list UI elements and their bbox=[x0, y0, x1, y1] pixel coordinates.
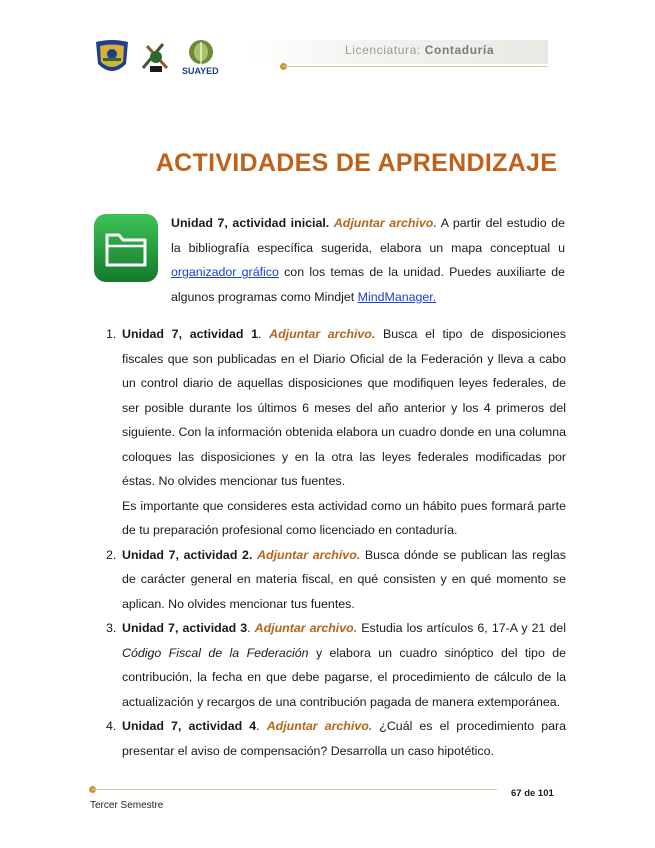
page-title: ACTIVIDADES DE APRENDIZAJE bbox=[155, 149, 558, 177]
activity-text-b: y elabora un cuadro sinóptico del tipo de contribución, la fecha en que debe pagarse, el procedimiento de cálculo de la actualización y recargos de una contribución pagada de manera extemporánea. bbox=[122, 645, 566, 709]
suayed-wordmark: SUAYED bbox=[182, 66, 219, 76]
activity-number: 3. bbox=[106, 621, 117, 635]
lic-label-text: Licenciatura: bbox=[345, 43, 421, 57]
folder-icon bbox=[93, 213, 159, 283]
activity-unit: Unidad 7, actividad 2. bbox=[122, 547, 253, 562]
logo-group bbox=[93, 38, 221, 80]
header-rule bbox=[283, 66, 548, 67]
page-number: 67 de 101 bbox=[511, 788, 554, 799]
mindmanager-link[interactable]: MindManager. bbox=[357, 289, 437, 304]
licenciatura-label bbox=[345, 43, 494, 57]
intro-text-1: A partir del estudio de la bibliografía específica sugerida, elabora un mapa conceptual u bbox=[171, 216, 565, 255]
activity-adjuntar: Adjuntar archivo. bbox=[257, 547, 361, 562]
suayed-logo bbox=[181, 38, 221, 80]
activity-text: ¿Cuál es el procedimiento para presentar el aviso de compensación? Desarrolla un caso hipotético. bbox=[122, 719, 566, 758]
activity-item-2 bbox=[106, 543, 566, 617]
intro-adjuntar: Adjuntar archivo. bbox=[333, 216, 437, 230]
activity-number: 4. bbox=[106, 719, 117, 733]
suayed-emblem bbox=[181, 38, 221, 68]
semester-label: Tercer Semestre bbox=[90, 800, 164, 811]
page-header bbox=[0, 0, 655, 90]
intro-paragraph bbox=[171, 211, 565, 309]
activity-item-3 bbox=[106, 616, 566, 714]
activities-list bbox=[106, 322, 566, 763]
fca-logo bbox=[139, 38, 173, 78]
activity-unit: Unidad 7, actividad 3 bbox=[122, 621, 248, 635]
activity-item-1 bbox=[106, 322, 566, 494]
activity-text: Busca el tipo de disposiciones fiscales que son publicadas en el Diario Oficial de la Federación y lleva a cabo un control diario de aquellas disposiciones que modifiquen leyes federales, de ser posible durante los últimos 6 meses del año anterior y los 4 primeros del siguiente. Con la información obtenida elabora un cuadro donde en una columna coloques las disposiciones y en la otra las leyes federales modificadas por éstas. No olvides mencionar tus fuentes. bbox=[122, 327, 566, 488]
organizador-grafico-link[interactable]: organizador gráfico bbox=[171, 265, 279, 279]
activity-adjuntar: Adjuntar archivo. bbox=[266, 719, 373, 733]
activity-unit: Unidad 7, actividad 1 bbox=[122, 327, 258, 341]
activity-number: 1. bbox=[106, 327, 117, 341]
activity-1-note: Es importante que consideres esta actividad como un hábito pues formará parte de tu preparación profesional como licenciado en contaduría. bbox=[122, 498, 566, 537]
activity-adjuntar: Adjuntar archivo. bbox=[269, 327, 376, 341]
activity-sep: . bbox=[247, 621, 255, 635]
lic-value-text: Contaduría bbox=[424, 43, 495, 57]
activity-number: 2. bbox=[106, 547, 117, 562]
intro-unit: Unidad 7, actividad inicial. bbox=[171, 216, 330, 230]
activity-unit: Unidad 7, actividad 4 bbox=[122, 719, 257, 733]
activity-text: Busca dónde se publican las reglas de carácter general en materia fiscal, en qué consisten y en qué momento se aplican. No olvides mencionar tus fuentes. bbox=[122, 547, 566, 611]
activity-item-4 bbox=[106, 714, 566, 763]
unam-logo bbox=[93, 38, 131, 78]
activity-text-a: Estudia los artículos 6, 17-A y 21 del bbox=[357, 621, 567, 635]
activity-sep: . bbox=[258, 327, 270, 341]
activity-adjuntar: Adjuntar archivo. bbox=[254, 621, 358, 635]
footer-rule bbox=[92, 789, 497, 790]
activity-sep: . bbox=[256, 719, 267, 733]
codigo-fiscal-title: Código Fiscal de la Federación bbox=[122, 645, 309, 660]
intro-text-2: con los temas de la unidad. Puedes auxiliarte de algunos programas como Mindjet bbox=[171, 265, 566, 304]
